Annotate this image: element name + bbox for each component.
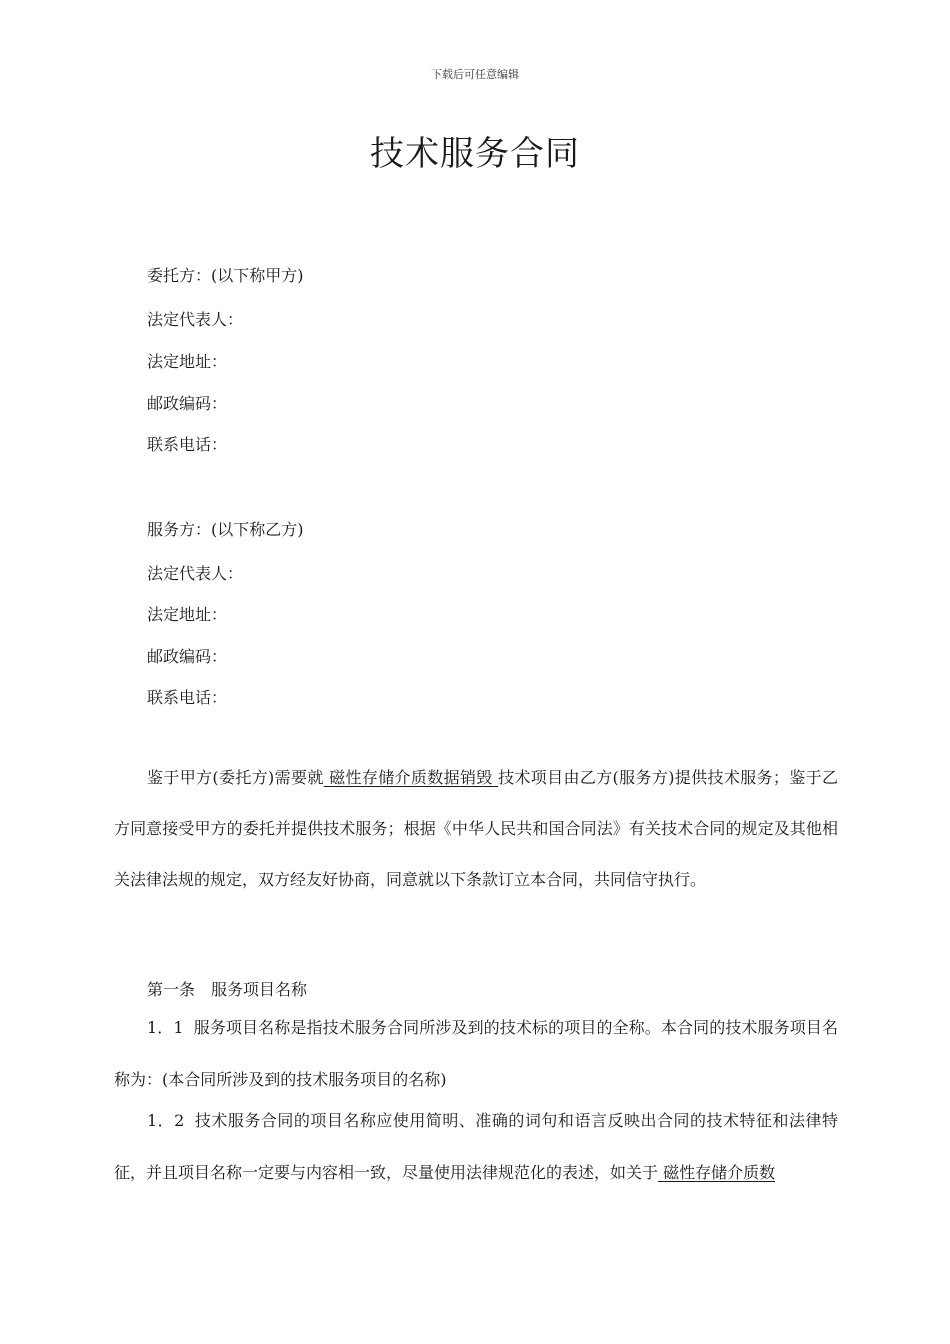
party-a-phone: 联系电话：: [147, 435, 228, 454]
party-a-heading: 委托方：(以下称甲方): [147, 266, 304, 285]
clause-1-2-project-underlined: 磁性存储介质数: [658, 1163, 776, 1182]
party-b-postcode: 邮政编码：: [147, 647, 228, 666]
clause-1-1-text: 服务项目名称是指技术服务合同所涉及到的技术标的项目的全称。本合同的技术服务项目名称为：(本合同所涉及到的技术服务项目的名称): [114, 1018, 838, 1089]
project-name-underlined: 磁性存储介质数据销毁: [323, 768, 499, 787]
clause-1-1-number: 1．1: [147, 1018, 184, 1037]
article-1-heading: 第一条 服务项目名称: [147, 980, 308, 999]
party-b-phone: 联系电话：: [147, 688, 228, 707]
party-a-postcode: 邮政编码：: [147, 394, 228, 413]
clause-1-2-text: 技术服务合同的项目名称应使用简明、准确的词句和语言反映出合同的技术特征和法律特征，并且项目名称一定要与内容相一致，尽量使用法律规范化的表述，如关于: [114, 1111, 838, 1182]
document-title: 技术服务合同: [370, 134, 580, 174]
preamble-after: 技术项目由乙方(服务方)提供技术服务；鉴于乙方同意接受甲方的委托并提供技术服务；根据《中华人民共和国合同法》有关技术合同的规定及其他相关法律法规的规定，双方经友好协商，同意就以下条款订立本合同，共同信守执行。: [114, 768, 838, 889]
clause-1-1: [114, 1002, 838, 1106]
preamble-paragraph: [114, 752, 838, 905]
clause-1-2-number: 1．2: [147, 1111, 185, 1130]
party-b-heading: 服务方：(以下称乙方): [147, 520, 304, 539]
party-b-legal-rep: 法定代表人：: [147, 564, 244, 583]
clause-1-2: [114, 1095, 838, 1199]
party-b-address: 法定地址：: [147, 605, 228, 624]
party-a-address: 法定地址：: [147, 352, 228, 371]
header-note: 下载后可任意编辑: [431, 68, 519, 81]
party-a-legal-rep: 法定代表人：: [147, 310, 244, 329]
preamble-before: 鉴于甲方(委托方)需要就: [147, 768, 324, 787]
